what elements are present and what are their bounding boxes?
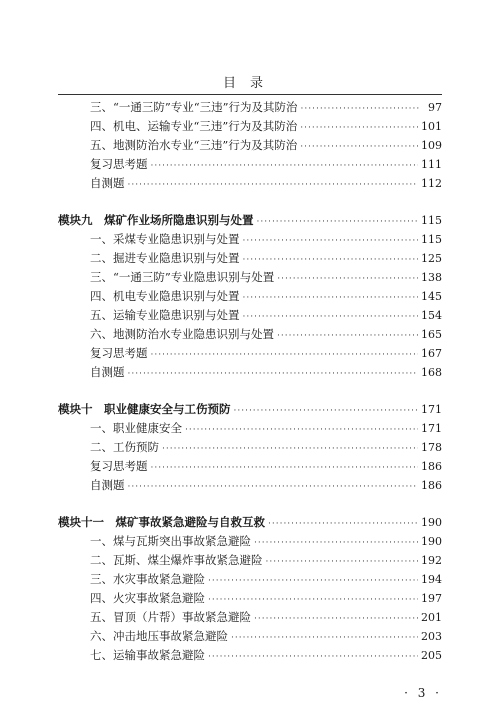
toc-entry-page: 145 <box>421 290 442 303</box>
toc-entry-title: 复习思考题 <box>90 157 148 171</box>
toc-leader-dots <box>151 459 419 476</box>
toc-leader-dots <box>243 232 419 249</box>
toc-entry[interactable] <box>58 230 442 249</box>
toc-leader-dots <box>128 478 419 495</box>
toc-entry-page: 111 <box>421 158 442 171</box>
toc-entry-page: 112 <box>421 177 442 190</box>
toc-entry[interactable] <box>58 363 442 382</box>
toc-entry-page: 165 <box>421 328 442 341</box>
toc-entry-title: 一、采煤专业隐患识别与处置 <box>90 232 240 246</box>
toc-module-heading[interactable] <box>58 211 442 230</box>
toc-entry[interactable] <box>58 155 442 174</box>
toc-entry[interactable] <box>58 476 442 495</box>
toc-entry-title: 复习思考题 <box>90 346 148 360</box>
toc-leader-dots <box>301 100 421 117</box>
toc-entry-page: 167 <box>421 347 442 360</box>
toc-entry-title: 四、火灾事故紧急避险 <box>90 591 205 605</box>
toc-leader-dots <box>151 157 419 174</box>
toc-entry[interactable] <box>58 306 442 325</box>
page-header-title: 目录 <box>222 76 277 91</box>
toc-leader-dots <box>266 553 419 570</box>
toc-entry-title: 二、工伤预防 <box>90 440 159 454</box>
toc-entry[interactable] <box>58 532 442 551</box>
toc-entry-title: 自测题 <box>90 478 125 492</box>
toc-leader-dots <box>162 440 418 457</box>
toc-leader-dots <box>254 610 418 627</box>
toc-entry[interactable] <box>58 570 442 589</box>
toc-entry-title: 自测题 <box>90 365 125 379</box>
toc-entry-page: 186 <box>421 460 442 473</box>
toc-leader-dots <box>128 176 419 193</box>
toc-module-title: 模块十 职业健康安全与工伤预防 <box>58 402 231 416</box>
page-number: · 3 · <box>404 686 442 700</box>
toc-module-title: 模块十一 煤矿事故紧急避险与自救互救 <box>58 515 265 529</box>
toc-module-heading[interactable] <box>58 400 442 419</box>
toc-module-page: 115 <box>421 214 442 227</box>
table-of-contents <box>58 98 442 665</box>
toc-entry-title: 复习思考题 <box>90 459 148 473</box>
toc-entry-title: 三、“一通三防”专业“三违”行为及其防治 <box>90 100 298 114</box>
toc-entry[interactable] <box>58 344 442 363</box>
toc-entry-title: 自测题 <box>90 176 125 190</box>
toc-leader-dots <box>208 572 418 589</box>
toc-entry-title: 一、煤与瓦斯突出事故紧急避险 <box>90 534 251 548</box>
toc-entry-page: 186 <box>421 479 442 492</box>
toc-entry-page: 109 <box>421 139 442 152</box>
toc-module-page: 190 <box>421 516 442 529</box>
toc-entry-title: 四、机电专业隐患识别与处置 <box>90 289 240 303</box>
toc-entry-title: 三、“一通三防”专业隐患识别与处置 <box>90 270 275 284</box>
toc-leader-dots <box>208 591 418 608</box>
toc-entry-page: 190 <box>421 535 442 548</box>
toc-leader-dots <box>277 270 418 287</box>
toc-leader-dots <box>208 648 418 665</box>
toc-entry[interactable] <box>58 438 442 457</box>
toc-entry-page: 138 <box>421 271 442 284</box>
toc-entry[interactable] <box>58 174 442 193</box>
toc-entry[interactable] <box>58 249 442 268</box>
toc-entry-page: 201 <box>421 611 442 624</box>
toc-leader-dots <box>128 365 419 382</box>
toc-entry-page: 168 <box>421 366 442 379</box>
toc-leader-dots <box>254 534 418 551</box>
toc-module-title: 模块九 煤矿作业场所隐患识别与处置 <box>58 213 254 227</box>
toc-leader-dots <box>300 138 418 155</box>
toc-entry-title: 五、冒顶（片帮）事故紧急避险 <box>90 610 251 624</box>
toc-entry[interactable] <box>58 268 442 287</box>
toc-entry-page: 197 <box>421 592 442 605</box>
toc-entry-page: 101 <box>421 120 442 133</box>
toc-entry-title: 五、地测防治水专业“三违”行为及其防治 <box>90 138 298 152</box>
toc-leader-dots <box>234 402 419 419</box>
toc-entry[interactable] <box>58 608 442 627</box>
toc-entry-page: 203 <box>421 630 442 643</box>
toc-entry-page: 97 <box>428 101 442 114</box>
toc-entry-title: 六、地测防治水专业隐患识别与处置 <box>90 327 274 341</box>
toc-entry-page: 154 <box>421 309 442 322</box>
toc-leader-dots <box>231 629 418 646</box>
toc-entry[interactable] <box>58 98 442 117</box>
toc-entry-title: 一、职业健康安全 <box>90 421 182 435</box>
toc-leader-dots <box>243 308 419 325</box>
toc-entry-title: 四、机电、运输专业“三违”行为及其防治 <box>90 119 298 133</box>
toc-leader-dots <box>277 327 418 344</box>
toc-leader-dots <box>243 289 419 306</box>
toc-leader-dots <box>185 421 418 438</box>
toc-entry-title: 三、水灾事故紧急避险 <box>90 572 205 586</box>
toc-module-page: 171 <box>421 403 442 416</box>
toc-entry[interactable] <box>58 589 442 608</box>
toc-entry-title: 五、运输专业隐患识别与处置 <box>90 308 240 322</box>
toc-entry-page: 192 <box>421 554 442 567</box>
toc-leader-dots <box>257 213 419 230</box>
toc-entry[interactable] <box>58 325 442 344</box>
toc-entry-page: 194 <box>421 573 442 586</box>
header-rule <box>58 94 442 95</box>
toc-entry-title: 二、瓦斯、煤尘爆炸事故紧急避险 <box>90 553 263 567</box>
toc-entry[interactable] <box>58 551 442 570</box>
toc-entry[interactable] <box>58 457 442 476</box>
toc-entry[interactable] <box>58 627 442 646</box>
toc-entry[interactable] <box>58 419 442 438</box>
toc-entry-page: 205 <box>421 649 442 662</box>
toc-leader-dots <box>300 119 418 136</box>
toc-entry-page: 125 <box>421 252 442 265</box>
toc-leader-dots <box>243 251 419 268</box>
toc-module-heading[interactable] <box>58 513 442 532</box>
toc-entry[interactable] <box>58 646 442 665</box>
toc-entry-page: 115 <box>421 233 442 246</box>
toc-entry-title: 二、掘进专业隐患识别与处置 <box>90 251 240 265</box>
toc-leader-dots <box>268 515 418 532</box>
toc-entry[interactable] <box>58 136 442 155</box>
toc-entry-page: 171 <box>421 422 442 435</box>
toc-entry[interactable] <box>58 287 442 306</box>
toc-entry-title: 六、冲击地压事故紧急避险 <box>90 629 228 643</box>
toc-entry-page: 178 <box>421 441 442 454</box>
toc-entry-title: 七、运输事故紧急避险 <box>90 648 205 662</box>
toc-entry[interactable] <box>58 117 442 136</box>
toc-leader-dots <box>151 346 419 363</box>
